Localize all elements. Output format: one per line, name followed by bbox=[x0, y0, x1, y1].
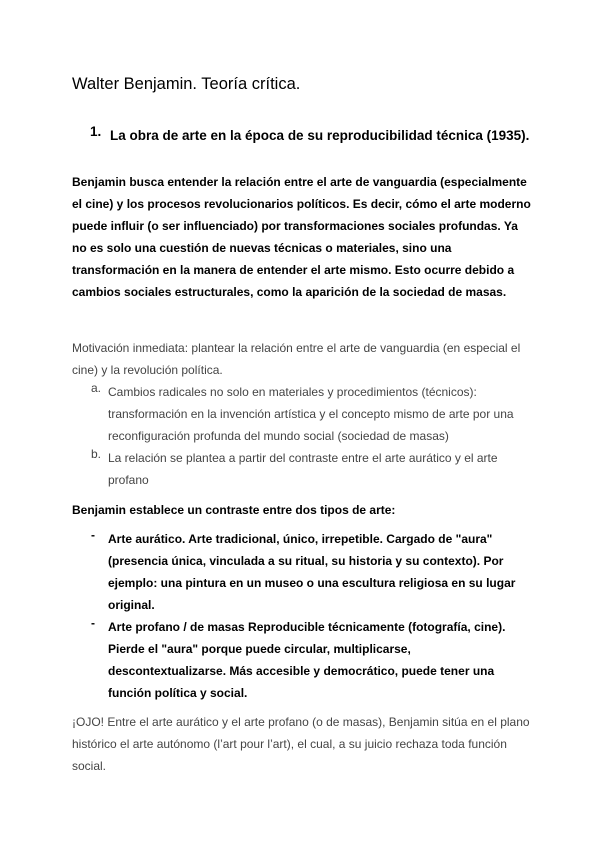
bullet-text-auratic: Arte aurático. Arte tradicional, único, irrepetible. Cargado de "aura" (presencia única, vinculada a su ritual, su historia y su contexto). Por ejemplo: una pintura en un museo o una escultura religiosa en su lugar original. bbox=[108, 532, 516, 612]
section-heading: La obra de arte en la época de su reproducibilidad técnica (1935). bbox=[110, 128, 530, 143]
sub-item-text-a: Cambios radicales no solo en materiales y procedimientos (técnicos): transformación en la invención artística y el concepto mismo de arte por una reconfiguración profunda del mundo social (sociedad de masas) bbox=[108, 385, 514, 443]
bullet-marker-auratic: - bbox=[91, 528, 95, 542]
note-paragraph: ¡OJO! Entre el arte aurático y el arte profano (o de masas), Benjamin sitúa en el plano histórico el arte autónomo (l’art pour l’art), el cual, a su juicio rechaza toda función social. bbox=[72, 715, 530, 773]
intro-paragraph: Benjamin busca entender la relación entre el arte de vanguardia (especialmente el cine) y los procesos revolucionarios políticos. Es decir, cómo el arte moderno puede influir (o ser influenciado) por transformaciones sociales profundas. Ya no es solo una cuestión de nuevas técnicas o materiales, sino una transformación en la manera de entender el arte mismo. Esto ocurre debido a cambios sociales estructurales, como la aparición de la sociedad de masas. bbox=[72, 175, 531, 299]
motivation-paragraph: Motivación inmediata: plantear la relación entre el arte de vanguardia (en especial el cine) y la revolución política. bbox=[72, 341, 521, 377]
heading-number: 1. bbox=[90, 124, 102, 139]
bullet-text-profane: Arte profano / de masas Reproducible técnicamente (fotografía, cine). Pierde el "aura" porque puede circular, multiplicarse, descontextualizarse. Más accesible y democrático, puede tener una función política y social. bbox=[108, 620, 506, 700]
bullet-marker-profane: - bbox=[91, 616, 95, 630]
document-title: Walter Benjamin. Teoría crítica. bbox=[72, 75, 301, 93]
sub-item-marker-a: a. bbox=[91, 381, 102, 395]
sub-item-marker-b: b. bbox=[91, 447, 102, 461]
contrast-heading: Benjamin establece un contraste entre dos tipos de arte: bbox=[72, 503, 396, 517]
sub-item-text-b: La relación se plantea a partir del contraste entre el arte aurático y el arte profano bbox=[108, 451, 498, 487]
